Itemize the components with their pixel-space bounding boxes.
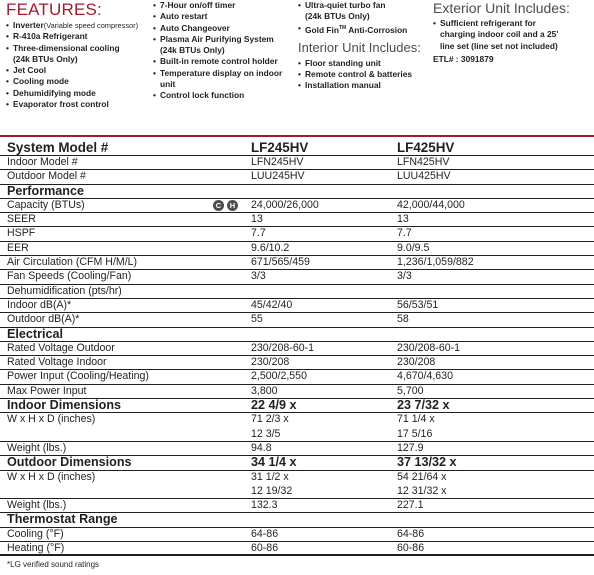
spec-row	[0, 227, 594, 241]
feature-item	[298, 0, 433, 23]
feature-item	[153, 0, 303, 11]
model-2-name: LF425HV	[397, 140, 455, 155]
spec-row	[0, 199, 594, 213]
etl-number: ETL# : 3091879	[433, 53, 494, 64]
model-1-value: 7.7	[251, 227, 266, 240]
spec-row	[0, 528, 594, 542]
interior-title: Interior Unit Includes:	[298, 39, 421, 55]
spec-label: Indoor dB(A)*	[7, 298, 72, 311]
model-1-value: 31 1/2 x	[251, 470, 289, 483]
features-title: FEATURES:	[6, 0, 102, 19]
spec-label: Indoor Model #	[7, 156, 78, 168]
model-1-value: 34 1/4 x	[251, 455, 297, 470]
model-1-value: 55	[251, 313, 263, 326]
model-1-value: 9.6/10.2	[251, 241, 290, 254]
model-2-value: LUU425HV	[397, 170, 451, 183]
model-2-value: 37 13/32 x	[397, 455, 457, 470]
model-2-value: 7.7	[397, 227, 412, 240]
model-2-value: LFN425HV	[397, 156, 450, 168]
feature-item-text: R-410a Refrigerant	[13, 31, 88, 42]
spec-row	[0, 370, 594, 384]
feature-item-subtext: (24k BTUs Only)	[13, 53, 78, 64]
feature-item	[153, 23, 303, 34]
spec-row	[0, 270, 594, 284]
section-title: Indoor Dimensions	[7, 398, 122, 413]
feature-item	[153, 90, 303, 101]
feature-item-text: Auto restart	[160, 11, 208, 22]
interior-item: • Installation manual	[298, 80, 433, 91]
model-2-value: 17 5/16	[397, 427, 433, 440]
spec-row	[0, 170, 594, 184]
feature-item-text: Cooling mode	[13, 76, 69, 87]
model-2-value: 230/208-60-1	[397, 341, 461, 354]
feature-item	[6, 43, 156, 66]
feature-item	[6, 20, 156, 31]
model-2-value: 58	[397, 313, 409, 326]
feature-item	[6, 31, 156, 42]
spec-label: Weight (lbs.)	[7, 441, 67, 454]
model-2-value: 56/53/51	[397, 298, 439, 311]
model-1-value: LFN245HV	[251, 156, 304, 168]
footnote: *LG verified sound ratings	[7, 560, 100, 569]
model-2-value: 9.0/9.5	[397, 241, 430, 254]
spec-label: Fan Speeds (Cooling/Fan)	[7, 270, 132, 283]
spec-row	[0, 356, 594, 370]
features-panel	[0, 0, 594, 137]
model-1-value: 230/208-60-1	[251, 341, 315, 354]
model-1-value: 3,800	[251, 384, 278, 397]
spec-header-row	[0, 141, 594, 156]
model-2-value: 71 1/4 x	[397, 413, 435, 426]
feature-item	[153, 56, 303, 67]
spec-section-row	[0, 328, 594, 342]
spec-label: Dehumidification (pts/hr)	[7, 284, 122, 297]
spec-row	[0, 485, 594, 499]
cooling-badge-icon: C	[213, 200, 224, 211]
spec-label: W x H x D (inches)	[7, 470, 96, 483]
spec-label: Air Circulation (CFM H/M/L)	[7, 256, 138, 269]
section-title: Outdoor Dimensions	[7, 455, 132, 470]
feature-item-text: Inverter	[13, 20, 44, 30]
features-column-2	[153, 0, 303, 102]
model-1-value: 71 2/3 x	[251, 413, 289, 426]
spec-label: Power Input (Cooling/Heating)	[7, 370, 149, 383]
model-1-value: 3/3	[251, 270, 266, 283]
features-column-1	[6, 20, 156, 110]
feature-item-text: Gold Fin	[305, 24, 339, 35]
spec-label: Heating (°F)	[7, 542, 65, 555]
spec-row	[0, 542, 594, 556]
spec-row	[0, 385, 594, 399]
feature-item-text-rest: Anti-Corrosion	[346, 24, 408, 35]
feature-item-text: Temperature display on indoor	[160, 67, 283, 78]
feature-item	[153, 68, 303, 91]
model-1-value: 2,500/2,550	[251, 370, 307, 383]
spec-row	[0, 242, 594, 256]
model-1-value: 132.3	[251, 499, 278, 512]
model-2-value: 1,236/1,059/882	[397, 256, 474, 269]
model-1-value: 671/565/459	[251, 256, 310, 269]
model-1-value: 60-86	[251, 542, 279, 555]
spec-row	[0, 313, 594, 327]
spec-label: Outdoor dB(A)*	[7, 313, 80, 326]
model-2-value: 3/3	[397, 270, 412, 283]
spec-section-row	[0, 456, 594, 470]
spec-section-row	[0, 513, 594, 527]
feature-item-text: Auto Changeover	[160, 22, 230, 33]
exterior-item	[433, 18, 593, 52]
rating-badges	[213, 199, 241, 212]
model-1-name: LF245HV	[251, 140, 309, 155]
spec-row	[0, 299, 594, 313]
features-border	[0, 135, 594, 137]
feature-item-text: Plasma Air Purifying System	[160, 33, 274, 44]
feature-item-subtext: (24k BTUs Only)	[305, 11, 370, 22]
model-1-value: 45/42/40	[251, 298, 293, 311]
exterior-item-subtext: charging indoor coil and a 25'	[440, 29, 559, 40]
spec-row	[0, 156, 594, 170]
spec-row	[0, 428, 594, 442]
spec-row	[0, 285, 594, 299]
model-1-value: 12 3/5	[251, 427, 281, 440]
spec-row	[0, 256, 594, 270]
feature-item-text: 7-Hour on/off timer	[160, 0, 236, 10]
model-2-value: 5,700	[397, 384, 424, 397]
feature-item	[298, 23, 433, 36]
spec-label: Outdoor Model #	[7, 170, 86, 183]
feature-item-text: Built-in remote control holder	[160, 56, 278, 67]
spec-section-row	[0, 399, 594, 413]
model-1-value: 22 4/9 x	[251, 398, 297, 413]
spec-label: Cooling (°F)	[7, 527, 64, 540]
model-2-value: 23 7/32 x	[397, 398, 450, 413]
spec-label: EER	[7, 241, 29, 254]
feature-item-text: Evaporator frost control	[13, 99, 109, 110]
exterior-item-text: Sufficient refrigerant for	[440, 18, 536, 28]
section-title: Performance	[7, 183, 84, 198]
spec-label: Max Power Input	[7, 384, 87, 397]
feature-item-subtext: (24k BTUs Only)	[160, 45, 225, 56]
spec-section-row	[0, 185, 594, 199]
spec-label: SEER	[7, 213, 36, 226]
model-2-value: 42,000/44,000	[397, 198, 465, 211]
spec-row	[0, 471, 594, 485]
feature-item-text: Jet Cool	[13, 65, 47, 76]
feature-item-text: Control lock function	[160, 90, 245, 101]
feature-item	[6, 76, 156, 87]
feature-item	[6, 88, 156, 99]
spec-label: Capacity (BTUs)	[7, 198, 85, 211]
model-2-value: 12 31/32 x	[397, 484, 447, 497]
heating-badge-icon: H	[227, 200, 238, 211]
exterior-item-subtext: line set (line set not included)	[440, 40, 558, 51]
spec-label: W x H x D (inches)	[7, 413, 96, 426]
spec-label: Rated Voltage Outdoor	[7, 341, 115, 354]
model-1-value: 24,000/26,000	[251, 198, 319, 211]
spec-table	[0, 141, 594, 556]
feature-item-subtext: unit	[160, 79, 176, 90]
features-column-3	[298, 0, 433, 92]
feature-item	[153, 11, 303, 22]
feature-item-tm: TM	[338, 24, 347, 31]
section-title: Thermostat Range	[7, 512, 118, 527]
interior-item: • Remote control & batteries	[298, 69, 433, 80]
spec-row	[0, 442, 594, 456]
feature-item-note: (Variable speed compressor)	[43, 21, 139, 30]
feature-item	[153, 34, 303, 57]
feature-item-text: Three-dimensional cooling	[13, 42, 120, 53]
spec-label: HSPF	[7, 227, 36, 240]
feature-item-text: Ultra-quiet turbo fan	[305, 0, 386, 10]
spec-label: Rated Voltage Indoor	[7, 356, 107, 369]
model-2-value: 13	[397, 213, 409, 226]
exterior-title: Exterior Unit Includes:	[433, 0, 570, 16]
model-2-value: 64-86	[397, 527, 425, 540]
model-1-value: LUU245HV	[251, 170, 305, 183]
spec-row	[0, 342, 594, 356]
feature-item	[6, 65, 156, 76]
model-2-value: 127.9	[397, 441, 424, 454]
model-1-value: 94.8	[251, 441, 272, 454]
model-1-value: 230/208	[251, 356, 290, 369]
system-model-label: System Model #	[7, 140, 109, 155]
spec-row	[0, 499, 594, 513]
feature-item-text: Dehumidifying mode	[13, 87, 96, 98]
interior-item: • Floor standing unit	[298, 58, 433, 69]
model-2-value: 60-86	[397, 542, 425, 555]
model-1-value: 12 19/32	[251, 484, 293, 497]
model-2-value: 230/208	[397, 356, 436, 369]
model-2-value: 4,670/4,630	[397, 370, 453, 383]
spec-row	[0, 413, 594, 427]
spec-row	[0, 213, 594, 227]
spec-label: Weight (lbs.)	[7, 499, 67, 512]
feature-item	[6, 99, 156, 110]
model-2-value: 54 21/64 x	[397, 470, 447, 483]
model-1-value: 64-86	[251, 527, 279, 540]
model-2-value: 227.1	[397, 499, 424, 512]
section-title: Electrical	[7, 326, 64, 341]
model-1-value: 13	[251, 213, 263, 226]
features-column-4	[433, 0, 593, 64]
